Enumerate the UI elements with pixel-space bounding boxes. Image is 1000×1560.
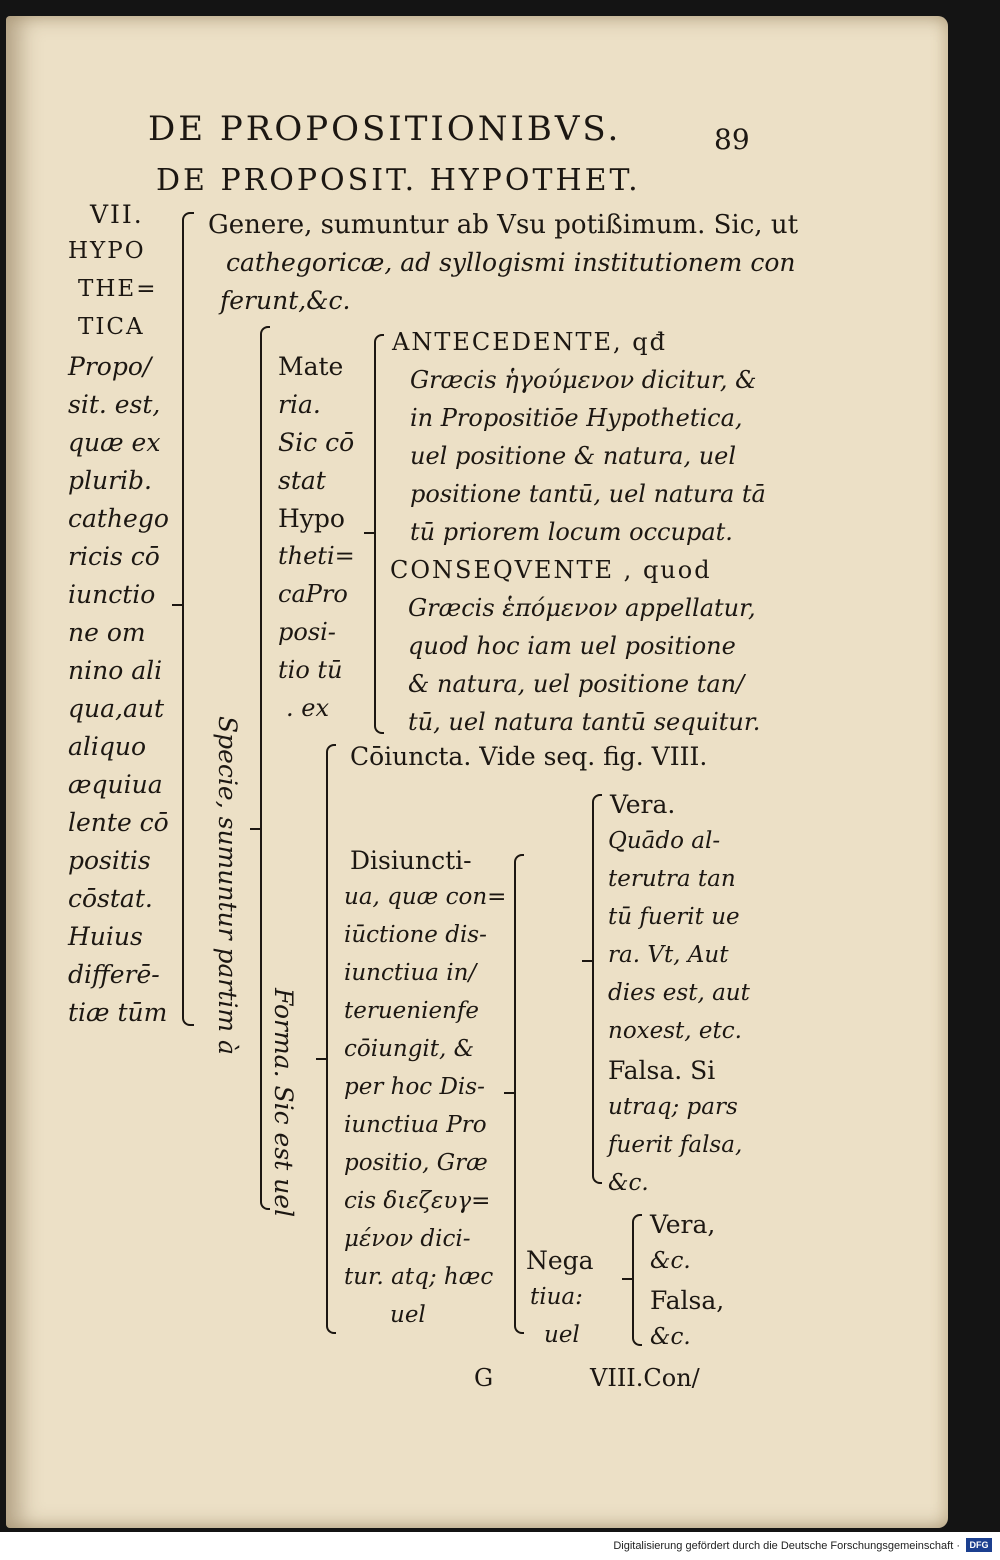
disiunctiua-line: teruenienfe bbox=[344, 998, 479, 1024]
affirm-line: Falsa. Si bbox=[608, 1056, 716, 1085]
disiunctiua-line: positio, Græ bbox=[344, 1150, 488, 1176]
materia-line: caPro bbox=[278, 580, 348, 608]
disiunctiua-line: cōiungit, & bbox=[344, 1036, 475, 1062]
left-line: aliquo bbox=[68, 732, 147, 761]
neg-option: Vera, bbox=[650, 1210, 716, 1239]
footer-credit: Digitalisierung gefördert durch die Deutsche Forschungsgemeinschaft · bbox=[613, 1540, 960, 1552]
antecedente-line: Græcis ἡγούμενον dicitur, & bbox=[410, 366, 757, 394]
neg-option: &c. bbox=[650, 1324, 691, 1350]
neg-option: Falsa, bbox=[650, 1286, 725, 1315]
materia-line: Sic cō bbox=[278, 428, 355, 457]
materia-line: tio tū bbox=[278, 656, 343, 684]
specie-label: Specie, sumuntur partim à bbox=[213, 716, 242, 1055]
consequente-line: Græcis ἑπόμενον appellatur, bbox=[408, 594, 756, 622]
antecedente-line: in Propositiōe Hypothetica, bbox=[410, 404, 743, 432]
digitization-footer bbox=[0, 1532, 1000, 1560]
materia-line: ria. bbox=[278, 390, 321, 419]
affirm-line: ra. Vt, Aut bbox=[608, 942, 729, 968]
left-line: ne om bbox=[68, 618, 146, 647]
materia-line: Hypo bbox=[278, 504, 345, 533]
materia-line: . ex bbox=[286, 694, 329, 722]
neg-option: &c. bbox=[650, 1248, 691, 1274]
materia-brace bbox=[374, 334, 384, 734]
forma-label: Forma. Sic est uel bbox=[269, 988, 298, 1218]
genere-line: cathegoricæ, ad syllogismi institutionem con bbox=[226, 248, 796, 277]
section-title: DE PROPOSIT. HYPOTHET. bbox=[156, 163, 641, 198]
disiunctiua-line: Disiuncti- bbox=[350, 846, 472, 875]
disiunctiua-line: iunctiua Pro bbox=[344, 1112, 487, 1138]
left-line: differē- bbox=[68, 960, 160, 989]
left-line: TICA bbox=[78, 314, 145, 340]
affirm-line: fuerit falsa, bbox=[608, 1132, 743, 1158]
disiunctiua-brace bbox=[514, 854, 524, 1334]
affirm-line: dies est, aut bbox=[608, 980, 750, 1006]
dfg-logo: DFG bbox=[966, 1538, 992, 1552]
genere-line: Genere, sumuntur ab Vsu potißimum. Sic, ut bbox=[208, 210, 799, 240]
left-line: Propo/ bbox=[68, 352, 152, 381]
affirm-line: terutra tan bbox=[608, 866, 736, 892]
left-line: plurib. bbox=[68, 466, 152, 495]
antecedente-line: ANTECEDENTE, qđ bbox=[392, 328, 668, 356]
consequente-line: CONSEQVENTE , quod bbox=[390, 556, 712, 584]
materia-line: posi- bbox=[278, 618, 336, 646]
antecedente-line: uel positione & natura, uel bbox=[410, 442, 737, 470]
disiunctiua-line: ua, quæ con= bbox=[344, 884, 507, 910]
disiunctiua-line: tur. atq; hæc bbox=[344, 1264, 494, 1290]
left-line: ricis cō bbox=[68, 542, 160, 571]
forma-brace bbox=[326, 744, 336, 1334]
left-line: qua,aut bbox=[68, 694, 165, 723]
disiunctiua-line: per hoc Dis- bbox=[344, 1074, 485, 1100]
materia-line: theti= bbox=[278, 542, 355, 570]
affirmatiua-brace bbox=[592, 794, 602, 1184]
left-line: tiæ tūm bbox=[68, 998, 168, 1027]
left-line: iunctio bbox=[68, 580, 156, 609]
book-page bbox=[6, 16, 948, 1528]
signature-mark: G bbox=[474, 1364, 494, 1392]
materia-line: Mate bbox=[278, 352, 344, 381]
left-line: THE= bbox=[78, 276, 158, 302]
left-line: æquiua bbox=[68, 770, 163, 799]
left-line: positis bbox=[68, 846, 151, 875]
left-line: nino ali bbox=[68, 656, 163, 685]
negatiua-brace bbox=[632, 1214, 642, 1346]
genere-line: ferunt,&c. bbox=[220, 286, 351, 315]
affirm-line: tū fuerit ue bbox=[608, 904, 740, 930]
consequente-line: tū, uel natura tantū sequitur. bbox=[408, 708, 761, 736]
negatiua-line: tiua: bbox=[530, 1284, 583, 1310]
antecedente-line: positione tantū, uel natura tā bbox=[410, 480, 766, 508]
left-line: lente cō bbox=[68, 808, 169, 837]
coniuncta-line: Cōiuncta. Vide seq. fig. VIII. bbox=[350, 742, 708, 771]
affirm-line: noxest, etc. bbox=[608, 1018, 742, 1044]
negatiua-line: Nega bbox=[526, 1246, 594, 1275]
disiunctiua-line: μένον dici- bbox=[344, 1226, 471, 1252]
left-line: Huius bbox=[68, 922, 143, 951]
disiunctiua-line: iūctione dis- bbox=[344, 922, 487, 948]
left-line: cathego bbox=[68, 504, 169, 533]
disiunctiua-line: cis διεζευγ= bbox=[344, 1188, 491, 1214]
affirm-line: Quādo al- bbox=[608, 828, 721, 854]
disiunctiua-line: iunctiua in/ bbox=[344, 960, 477, 986]
page-number: 89 bbox=[714, 123, 750, 156]
left-line: quæ ex bbox=[68, 428, 161, 457]
main-brace bbox=[182, 212, 194, 1026]
affirm-line: Vera. bbox=[610, 790, 676, 819]
affirm-line: utraq; pars bbox=[608, 1094, 738, 1120]
catchword: VIII.Con/ bbox=[590, 1364, 700, 1392]
left-line: cōstat. bbox=[68, 884, 153, 913]
disiunctiua-line: uel bbox=[390, 1302, 426, 1328]
left-line: HYPO bbox=[68, 238, 146, 264]
consequente-line: quod hoc iam uel positione bbox=[408, 632, 736, 660]
affirm-line: &c. bbox=[608, 1170, 649, 1196]
running-title: DE PROPOSITIONIBVS. bbox=[148, 109, 622, 149]
antecedente-line: tū priorem locum occupat. bbox=[410, 518, 733, 546]
left-line: VII. bbox=[90, 200, 144, 229]
negatiua-line: uel bbox=[544, 1322, 580, 1348]
materia-line: stat bbox=[278, 466, 326, 495]
consequente-line: & natura, uel positione tan/ bbox=[408, 670, 745, 698]
left-line: sit. est, bbox=[68, 390, 161, 419]
